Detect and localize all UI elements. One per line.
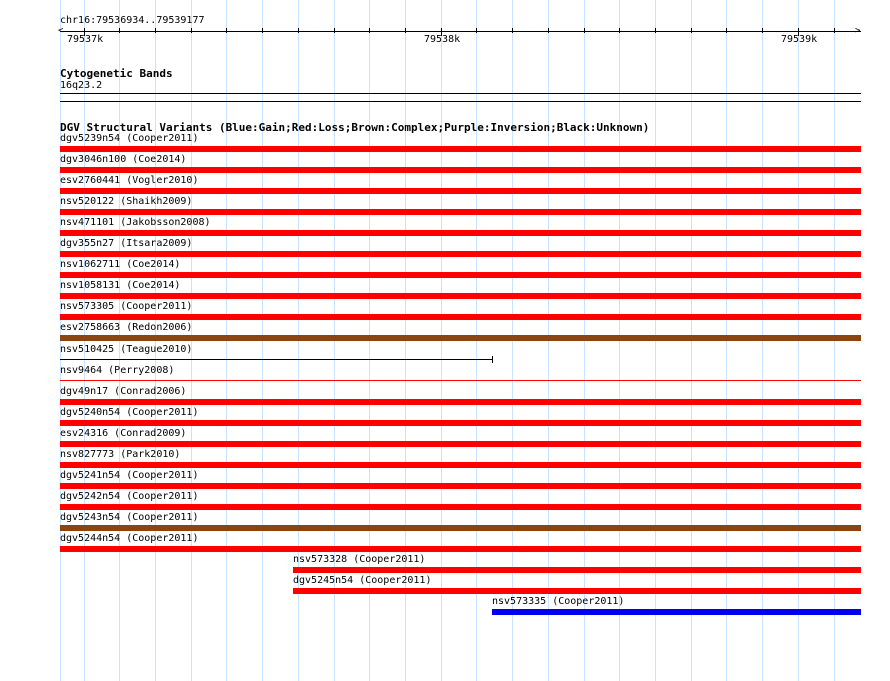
variant-feature[interactable] [60,188,861,194]
variant-feature[interactable] [60,420,861,426]
ruler-tick [476,28,477,33]
ruler-tick [834,28,835,33]
ruler-tick [512,28,513,33]
variant-feature[interactable] [60,230,861,236]
ruler-tick [405,28,406,33]
ruler-tick [726,28,727,33]
variant-feature[interactable] [60,525,861,531]
ruler-tick-label: 79539k [781,34,818,45]
ruler-tick [691,28,692,33]
variant-feature[interactable] [60,314,861,320]
ruler-tick [584,28,585,33]
ruler-tick [191,28,192,33]
variant-label[interactable]: esv24316 (Conrad2009) [60,428,187,439]
variant-label[interactable]: nsv1058131 (Coe2014) [60,280,181,291]
variant-label[interactable]: dgv5239n54 (Cooper2011) [60,133,199,144]
cytoband-bottom-border [60,101,861,102]
variant-label[interactable]: dgv49n17 (Conrad2006) [60,386,187,397]
variant-label[interactable]: esv2758663 (Redon2006) [60,322,193,333]
dgv-track-title: DGV Structural Variants (Blue:Gain;Red:Loss;Brown:Complex;Purple:Inversion;Black:Unknown) [60,121,650,134]
variant-feature[interactable] [60,335,861,341]
variant-feature[interactable] [60,272,861,278]
ruler-tick-label: 79537k [67,34,104,45]
variant-label[interactable]: dgv5242n54 (Cooper2011) [60,491,199,502]
ruler-tick [762,28,763,33]
scroll-left-arrow[interactable]: < [58,26,64,36]
ruler-tick [334,28,335,33]
position-label: chr16:79536934..79539177 [60,15,205,26]
variant-label[interactable]: esv2760441 (Vogler2010) [60,175,199,186]
variant-feature[interactable] [60,293,861,299]
variant-feature[interactable] [60,167,861,173]
variant-label[interactable]: nsv510425 (Teague2010) [60,344,193,355]
variant-label[interactable]: dgv5240n54 (Cooper2011) [60,407,199,418]
variant-feature[interactable] [60,462,861,468]
ruler-tick [298,28,299,33]
variant-feature[interactable] [293,567,861,573]
variant-feature[interactable] [60,483,861,489]
variant-feature[interactable] [60,359,492,360]
variant-label[interactable]: dgv5245n54 (Cooper2011) [293,575,432,586]
ruler-tick [226,28,227,33]
variant-feature[interactable] [60,209,861,215]
ruler-tick [262,28,263,33]
variant-feature[interactable] [60,251,861,257]
ruler-tick [369,28,370,33]
variant-feature[interactable] [60,146,861,152]
variant-label[interactable]: nsv573335 (Cooper2011) [492,596,625,607]
ruler-axis-line [60,31,861,32]
variant-label[interactable]: dgv355n27 (Itsara2009) [60,238,193,249]
variant-end-whisker [492,356,493,363]
ruler-tick [548,28,549,33]
variant-label[interactable]: dgv5244n54 (Cooper2011) [60,533,199,544]
scroll-right-arrow[interactable]: > [855,26,861,36]
cytoband-top-border [60,93,861,94]
variant-label[interactable]: dgv5243n54 (Cooper2011) [60,512,199,523]
variant-feature[interactable] [60,380,861,381]
variant-label[interactable]: nsv520122 (Shaikh2009) [60,196,193,207]
variant-label[interactable]: dgv5241n54 (Cooper2011) [60,470,199,481]
variant-label[interactable]: nsv1062711 (Coe2014) [60,259,181,270]
variant-feature[interactable] [60,504,861,510]
cytoband-track-title: Cytogenetic Bands [60,67,173,80]
ruler-tick-label: 79538k [424,34,461,45]
variant-label[interactable]: nsv827773 (Park2010) [60,449,181,460]
variant-label[interactable]: dgv3046n100 (Coe2014) [60,154,187,165]
variant-label[interactable]: nsv471101 (Jakobsson2008) [60,217,211,228]
variant-feature[interactable] [492,609,861,615]
variant-label[interactable]: nsv573305 (Cooper2011) [60,301,193,312]
variant-label[interactable]: nsv573328 (Cooper2011) [293,554,426,565]
variant-feature[interactable] [60,546,861,552]
variant-label[interactable]: nsv9464 (Perry2008) [60,365,175,376]
ruler-tick [155,28,156,33]
ruler-tick [619,28,620,33]
variant-feature[interactable] [60,399,861,405]
ruler-tick [655,28,656,33]
variant-feature[interactable] [60,441,861,447]
variant-feature[interactable] [293,588,861,594]
ruler-tick [119,28,120,33]
cytoband-label[interactable]: 16q23.2 [60,80,103,91]
